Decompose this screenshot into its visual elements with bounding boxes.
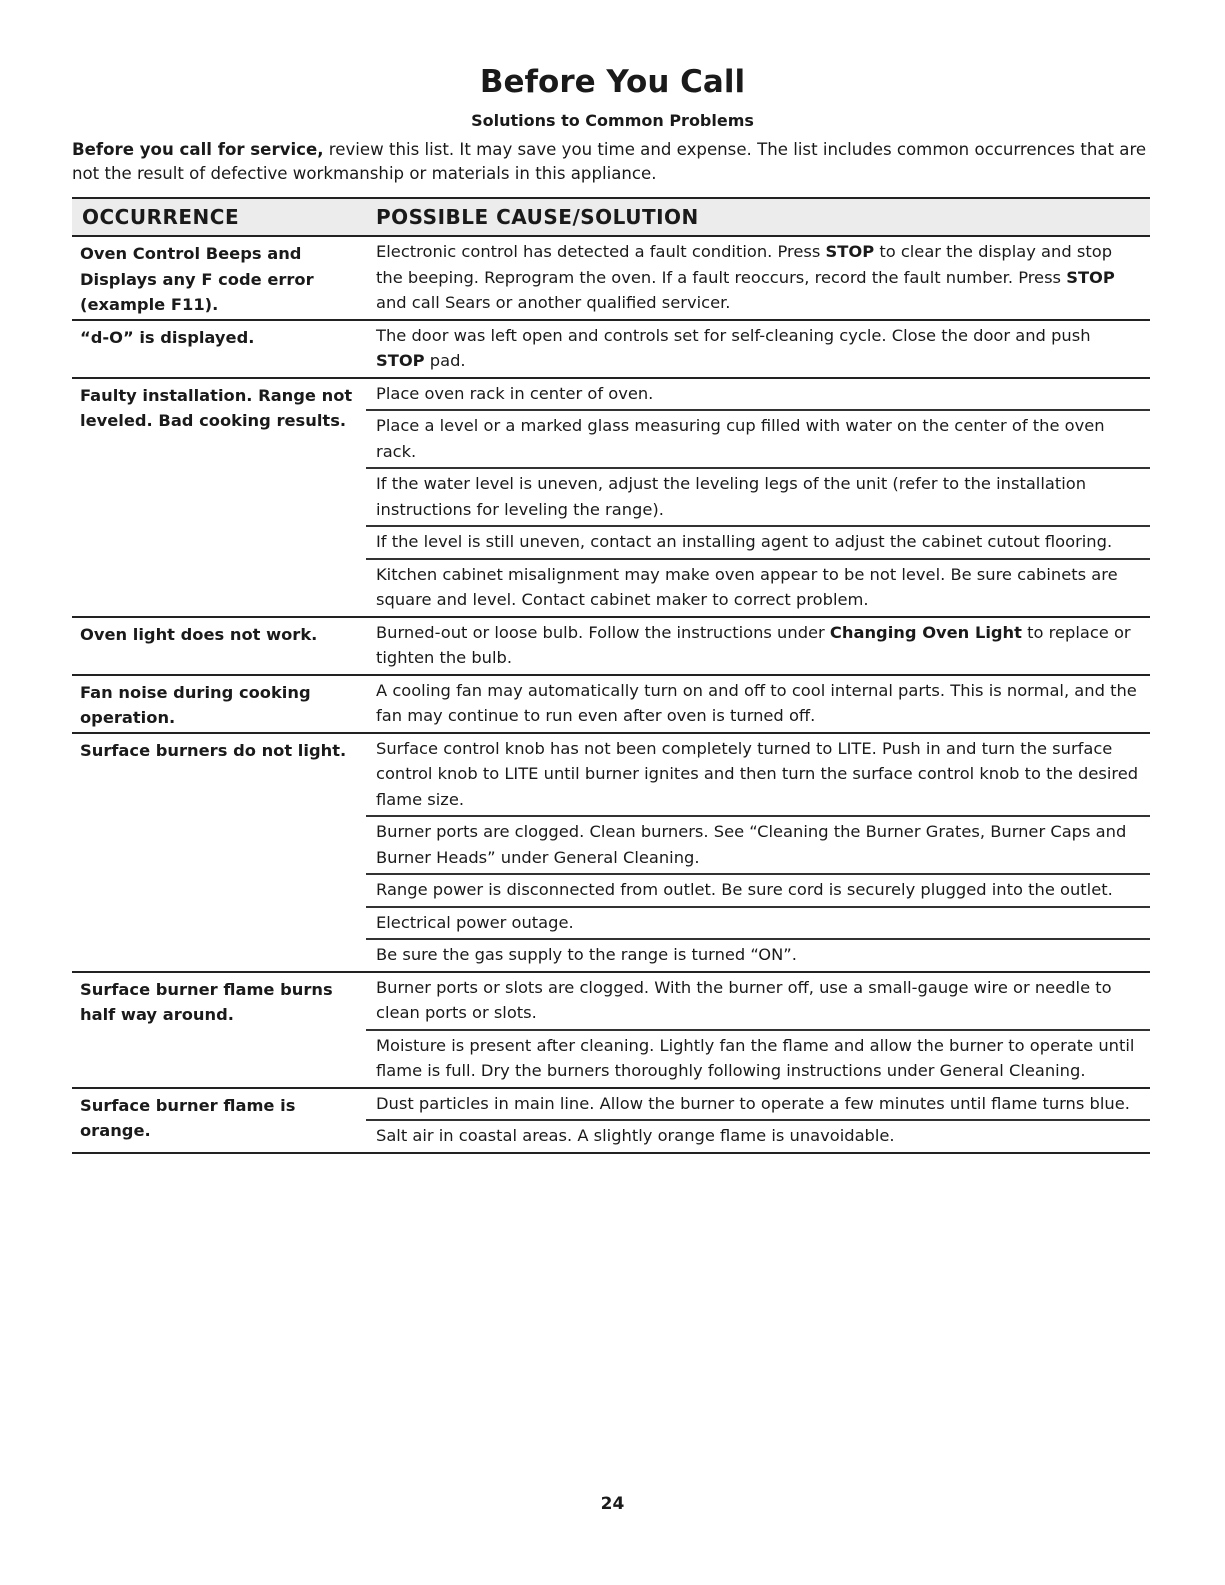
solution-text: Burner ports or slots are clogged. With the burner off, use a small-gauge wire or needle to clean ports or slots.: [376, 977, 1112, 1022]
table-row: [72, 676, 1150, 734]
table-row: [72, 379, 1150, 618]
page-number: 24: [600, 1494, 625, 1514]
solution-cell-group: [366, 379, 1150, 616]
page-title: Before You Call: [479, 64, 746, 100]
solution-item: [366, 875, 1150, 908]
troubleshooting-table: [72, 197, 1150, 1154]
solution-cell-group: [366, 618, 1150, 674]
solution-text: pad.: [424, 351, 466, 370]
occurrence-cell: Surface burner flame is orange.: [80, 1095, 296, 1140]
table-header: [72, 197, 1150, 237]
solution-item: [366, 817, 1150, 875]
solution-text: Salt air in coastal areas. A slightly orange flame is unavoidable.: [376, 1126, 895, 1145]
table-row: [72, 237, 1150, 321]
occurrence-cell: Fan noise during cooking operation.: [80, 682, 311, 727]
solution-text: Electronic control has detected a fault condition. Press: [376, 242, 826, 261]
solution-text: If the level is still uneven, contact an installing agent to adjust the cabinet cutout flooring.: [376, 532, 1113, 551]
solution-cell-group: [366, 734, 1150, 971]
solution-item: [366, 908, 1150, 941]
solution-text: If the water level is uneven, adjust the leveling legs of the unit (refer to the installation instructions for leveling the range).: [376, 474, 1087, 519]
solution-emphasis: STOP: [376, 351, 425, 370]
solution-emphasis: Changing Oven Light: [829, 622, 1022, 642]
occurrence-cell: “d-O” is displayed.: [80, 327, 255, 347]
solution-text: Surface control knob has not been completely turned to LITE. Push in and turn the surface control knob to LITE until burner ignites and then turn the surface control knob to the desired flame size.: [376, 738, 1139, 809]
solution-item: [366, 676, 1150, 732]
table-row: [72, 1089, 1150, 1154]
solution-text: Moisture is present after cleaning. Lightly fan the flame and allow the burner to operate until flame is full. Dry the burners thoroughly following instructions under General Cleaning.: [376, 1035, 1135, 1080]
intro-bold-lead: Before you call for service,: [72, 140, 324, 159]
intro-paragraph: [72, 138, 1152, 186]
solution-text: and call Sears or another qualified servicer.: [376, 293, 731, 312]
solution-item: [366, 411, 1150, 469]
solution-text: Place oven rack in center of oven.: [376, 383, 654, 403]
solution-text: Dust particles in main line. Allow the burner to operate a few minutes until flame turns blue.: [376, 1093, 1130, 1113]
solution-item: [366, 379, 1150, 412]
solution-text: to replace or tighten the bulb.: [376, 622, 1131, 667]
header-occurrence: OCCURRENCE: [82, 205, 240, 229]
solution-text: The door was left open and controls set for self-cleaning cycle. Close the door and push: [376, 325, 1091, 345]
occurrence-cell: Surface burners do not light.: [80, 740, 347, 760]
solution-item: [366, 469, 1150, 527]
header-solution: POSSIBLE CAUSE/SOLUTION: [376, 205, 699, 229]
solution-cell-group: [366, 676, 1150, 732]
occurrence-cell: Faulty installation. Range not leveled. Bad cooking results.: [80, 385, 353, 430]
solution-item: [366, 1031, 1150, 1087]
solution-text: A cooling fan may automatically turn on and off to cool internal parts. This is normal, and the fan may continue to run even after oven is turned off.: [376, 680, 1137, 725]
solution-item: [366, 527, 1150, 560]
solution-cell-group: [366, 973, 1150, 1087]
solution-item: [366, 560, 1150, 616]
solution-text: Electrical power outage.: [376, 912, 574, 932]
solution-text: Range power is disconnected from outlet. Be sure cord is securely plugged into the outlet.: [376, 880, 1113, 899]
solution-cell-group: [366, 1089, 1150, 1152]
page-subtitle: Solutions to Common Problems: [471, 111, 754, 130]
intro-text: review this list. It may save you time and expense. The list includes common occurrences that are not the result of defective workmanship or materials in this appliance.: [72, 140, 1147, 183]
solution-item: [366, 321, 1150, 377]
occurrence-cell: Oven light does not work.: [80, 624, 318, 644]
table-body: [72, 237, 1150, 1154]
table-row: [72, 618, 1150, 676]
occurrence-cell: Oven Control Beeps and Displays any F code error (example F11).: [80, 244, 314, 314]
solution-item: [366, 1089, 1150, 1122]
solution-cell-group: [366, 237, 1150, 319]
solution-item: [366, 734, 1150, 818]
solution-emphasis: STOP: [1066, 267, 1115, 287]
solution-text: Burned-out or loose bulb. Follow the instructions under: [376, 622, 830, 642]
solution-item: [366, 940, 1150, 971]
solution-item: [366, 1121, 1150, 1152]
solution-item: [366, 973, 1150, 1031]
solution-text: Be sure the gas supply to the range is turned “ON”.: [376, 945, 797, 964]
solution-text: Kitchen cabinet misalignment may make oven appear to be not level. Be sure cabinets are square and level. Contact cabinet maker to correct problem.: [376, 564, 1118, 609]
table-row: [72, 734, 1150, 973]
solution-item: [366, 237, 1150, 319]
solution-text: to clear the display and stop the beeping. Reprogram the oven. If a fault reoccurs, record the fault number. Press: [376, 242, 1113, 287]
solution-text: Place a level or a marked glass measuring cup filled with water on the center of the oven rack.: [376, 416, 1105, 461]
solution-cell-group: [366, 321, 1150, 377]
table-row: [72, 321, 1150, 379]
solution-item: [366, 618, 1150, 674]
solution-text: Burner ports are clogged. Clean burners. See “Cleaning the Burner Grates, Burner Caps and Burner Heads” under General Cleaning.: [376, 822, 1127, 867]
table-row: [72, 973, 1150, 1089]
solution-emphasis: STOP: [825, 242, 875, 261]
occurrence-cell: Surface burner flame burns half way around.: [80, 979, 333, 1024]
